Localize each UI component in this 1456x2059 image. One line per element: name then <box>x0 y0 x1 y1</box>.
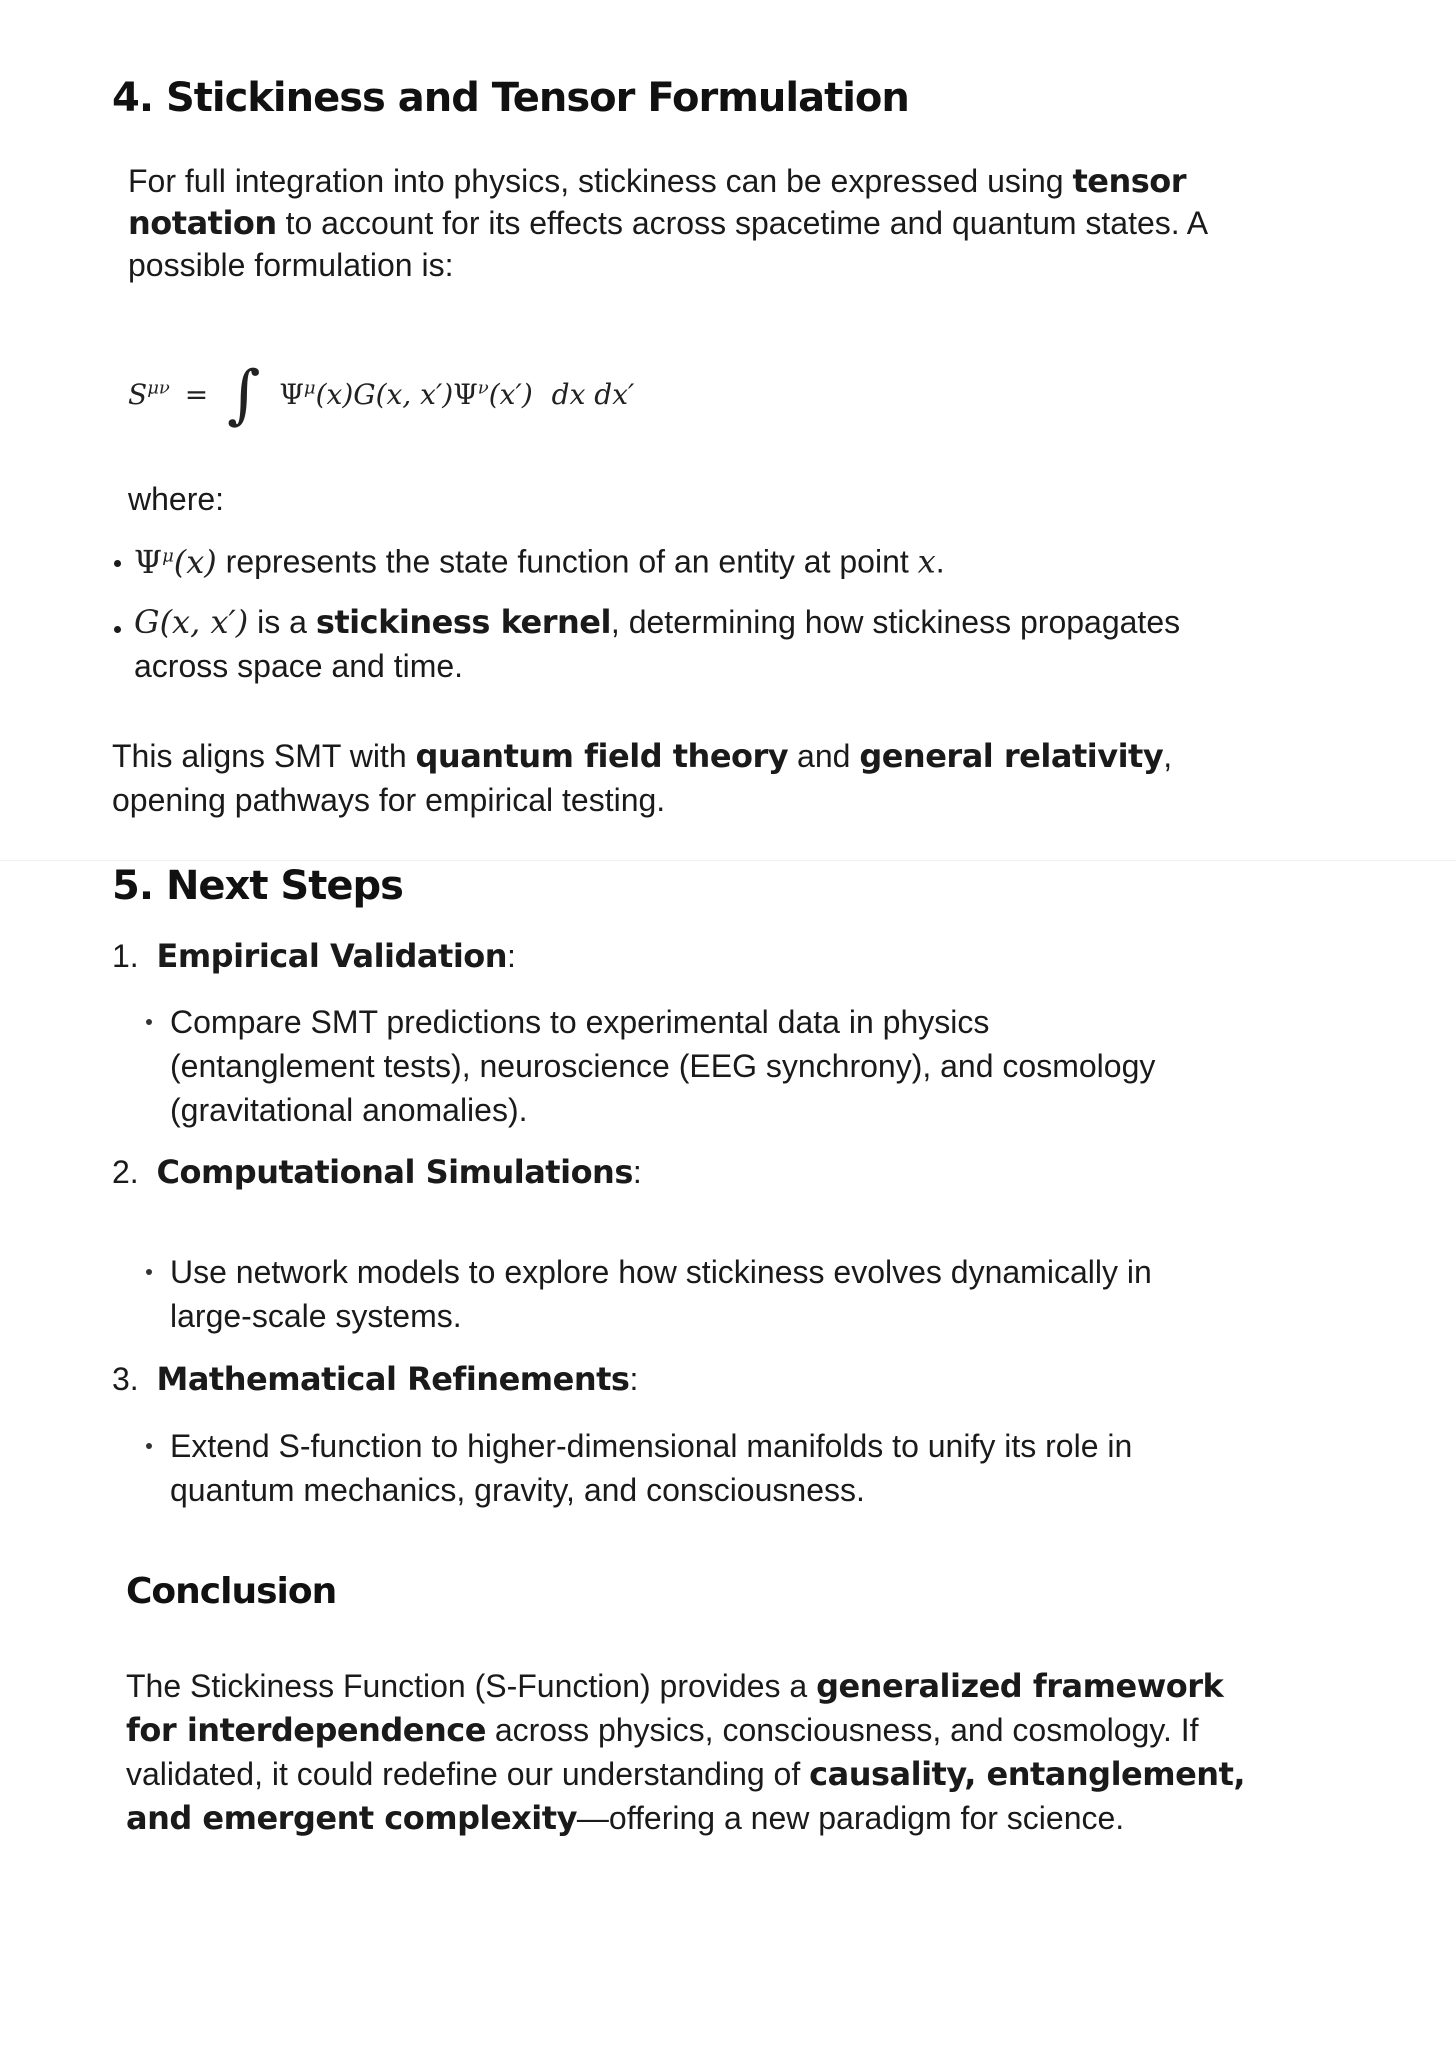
next-step-3: 3. Mathematical Refinements: <box>112 1360 639 1398</box>
bullet-dot <box>114 560 121 567</box>
bullet-dot <box>114 626 121 633</box>
next-step-2: 2. Computational Simulations: <box>112 1153 642 1191</box>
next-step-2-detail: Use network models to explore how stickiness evolves dynamically in large-scale systems. <box>170 1254 1152 1334</box>
next-step-1: 1. Empirical Validation: <box>112 937 516 975</box>
sub-bullet-dot <box>146 1019 152 1025</box>
next-step-3-detail: Extend S-function to higher-dimensional manifolds to unify its role in quantum mechanics, gravity, and consciousness. <box>170 1428 1133 1508</box>
integral-symbol: ∫ <box>227 358 261 432</box>
section-4-intro: For full integration into physics, stickiness can be expressed using tensor notation to account for its effects across spacetime and quantum states. A possible formulation is: <box>128 162 1209 283</box>
where-label: where: <box>128 481 225 517</box>
section-4-heading: 4. Stickiness and Tensor Formulation <box>112 75 909 121</box>
sub-bullet-dot <box>146 1443 152 1449</box>
tensor-equation: $S^{\mu\nu}$ = ∫ $\Psi^\mu(x)G(x$, $x')\Psi^\nu(x')$ dx dx′ <box>128 358 635 432</box>
next-step-1-detail: Compare SMT predictions to experimental data in physics (entanglement tests), neuroscience (EEG synchrony), and cosmology (gravitational anomalies). <box>170 1004 1156 1128</box>
section-5-heading: 5. Next Steps <box>112 863 403 909</box>
section-divider <box>0 860 1456 861</box>
sub-bullet-dot <box>146 1269 152 1275</box>
conclusion-text: The Stickiness Function (S-Function) provides a generalized framework for interdependence across physics, consciousness, and cosmology. If validated, it could redefine our understanding of causality, entanglement, and emergent complexity—offering a new paradigm for science. <box>126 1667 1246 1837</box>
section-4-closing: This aligns SMT with quantum field theory and general relativity, opening pathways for empirical testing. <box>112 737 1173 818</box>
conclusion-heading: Conclusion <box>126 1571 337 1612</box>
bullet-state-function: $\Psi^\mu(x)$ represents the state function of an entity at point x. <box>134 542 945 581</box>
bullet-stickiness-kernel: G(x, x′) is a stickiness kernel, determining how stickiness propagates across space and time. <box>134 603 1181 684</box>
